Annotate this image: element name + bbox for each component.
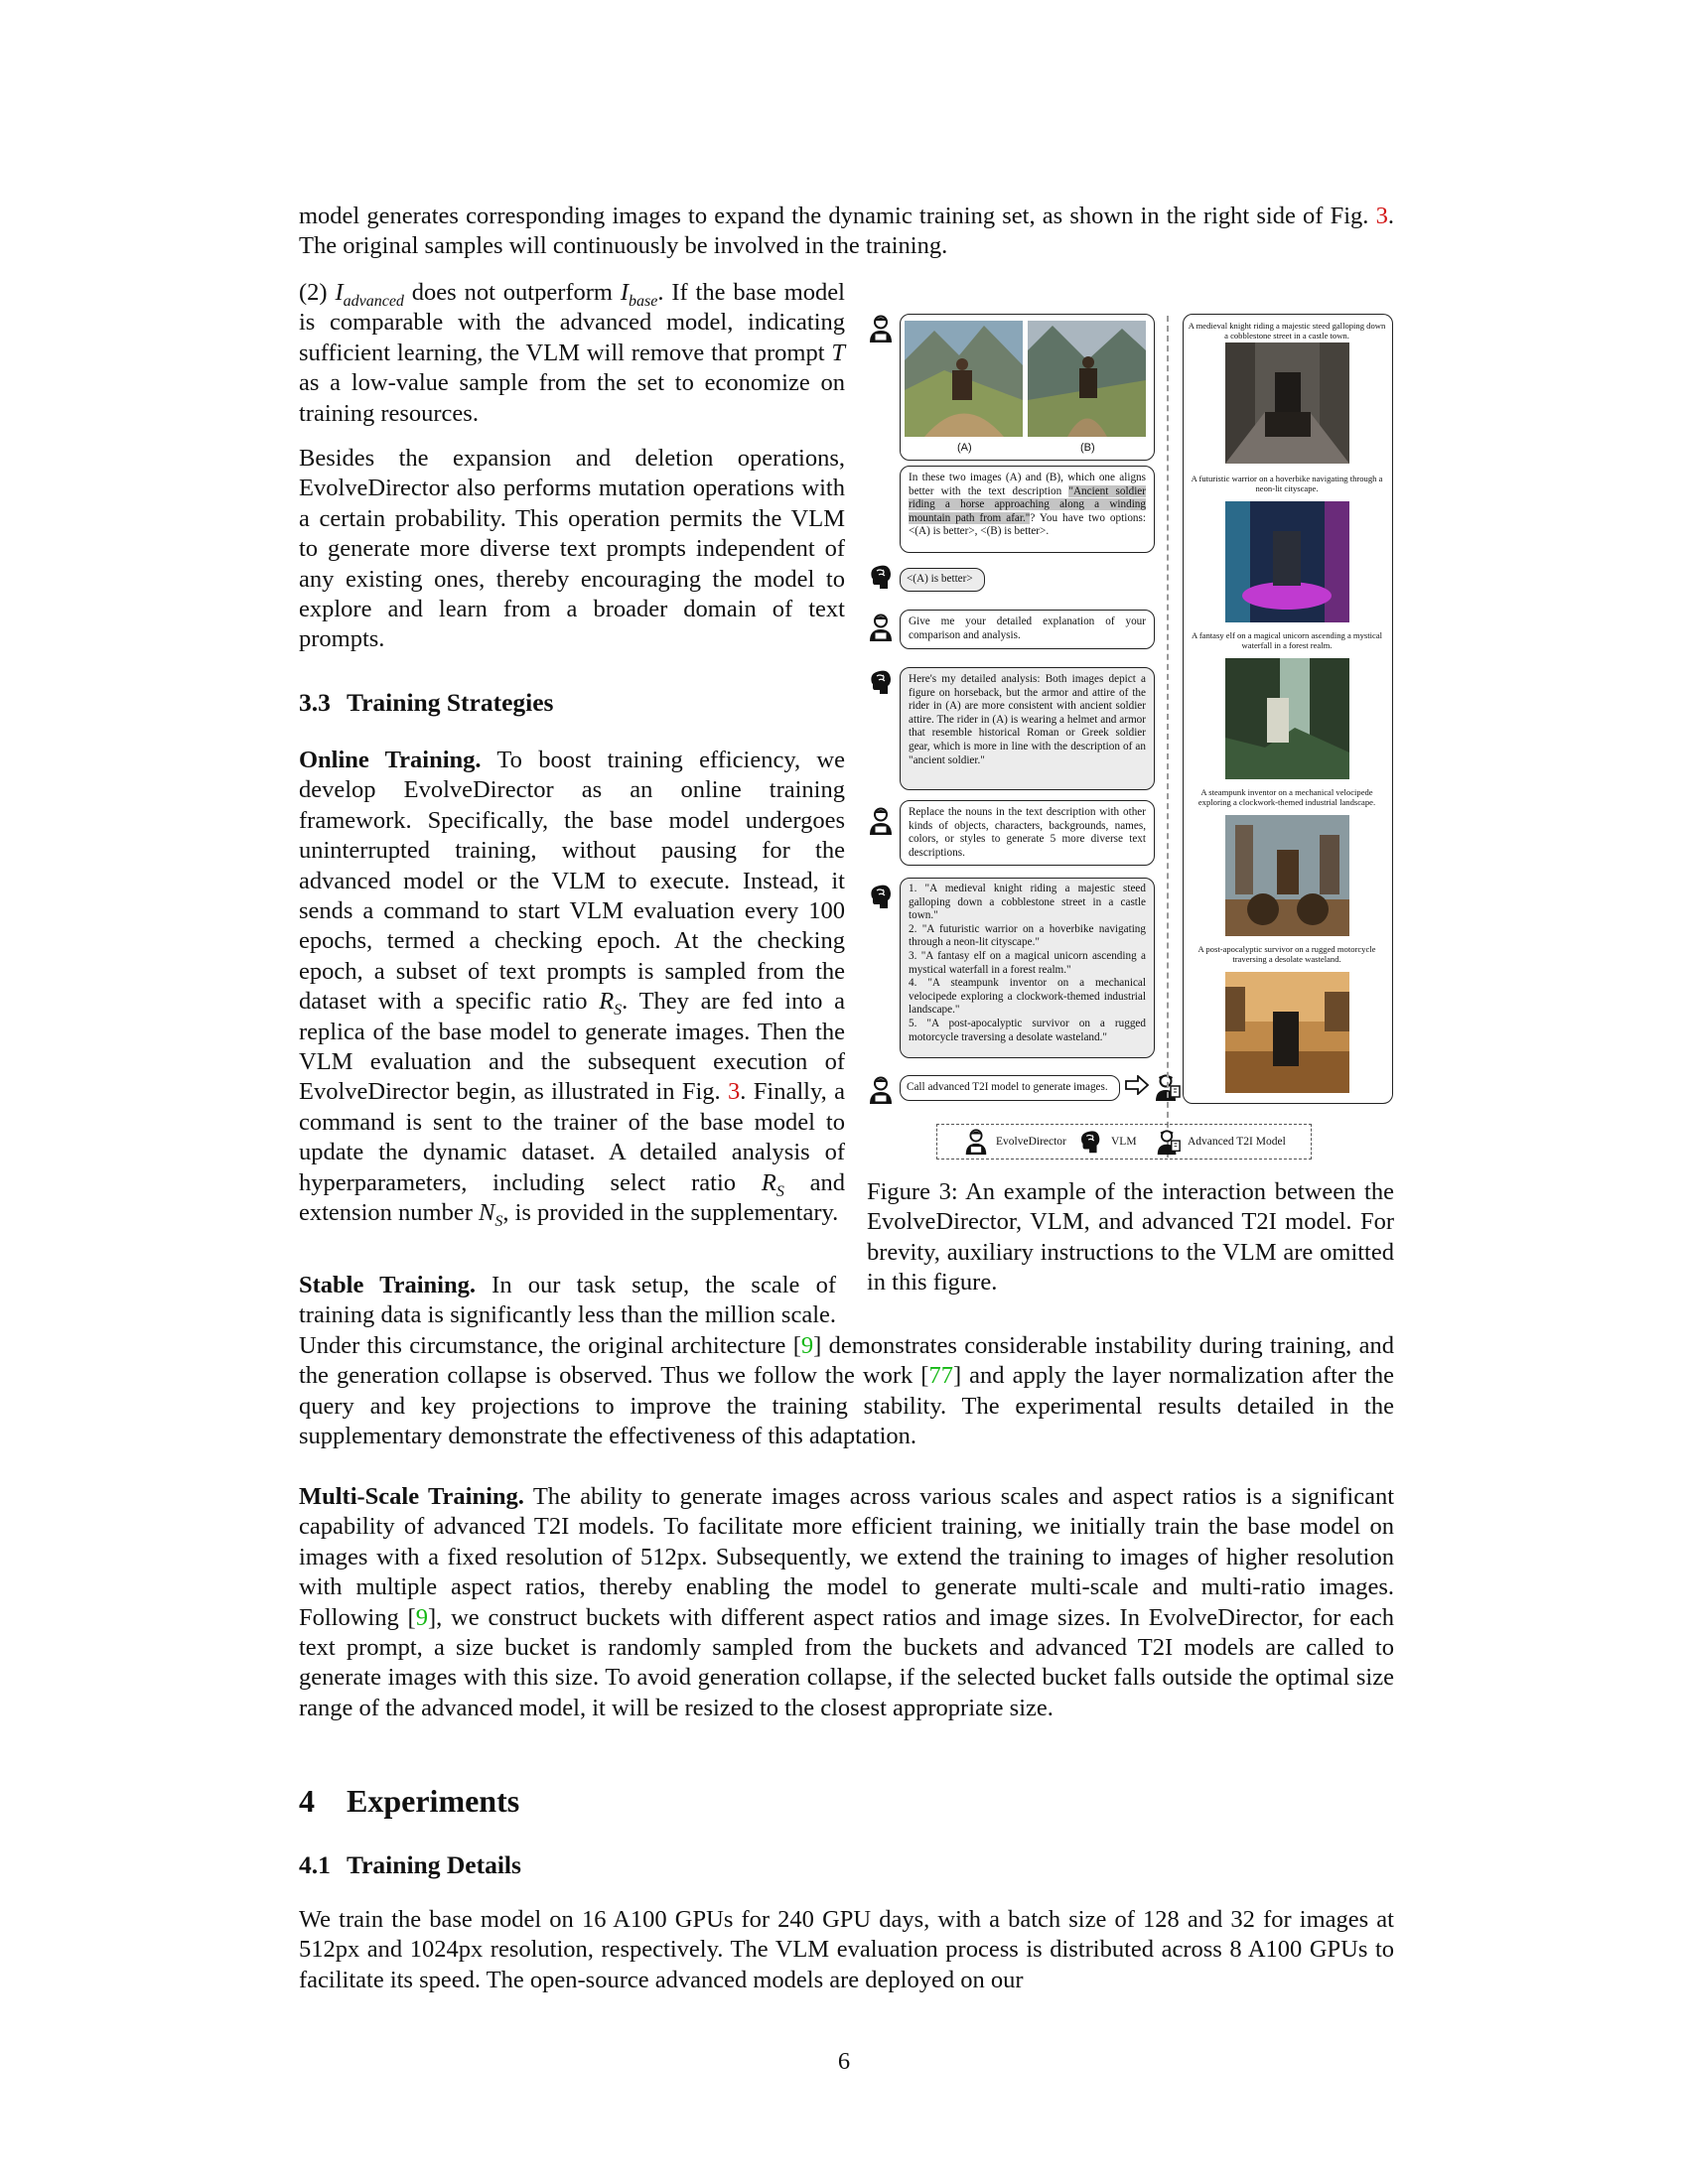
citation-reference[interactable]: 9	[415, 1603, 428, 1631]
generated-images-panel	[1183, 314, 1393, 1104]
stable-training-paragraph: Stable Training. In our task setup, the scale of training data is significantly less than the million scale. Under this circumstance, the original architecture [9] demonstrates considerable instability during training, and the generation collapse is observed. Thus we follow the work [77] and apply the layer normalization after the query and key projections to improve the training stability. The experimental results detailed in the supplementary demonstrate the effectiveness of this adaptation.	[299, 1272, 1395, 1450]
vlm-brain-icon	[866, 667, 896, 697]
advanced-t2i-model-icon	[1154, 1128, 1182, 1156]
answer-3-bubble	[900, 878, 1155, 1058]
vlm-brain-icon	[866, 562, 896, 592]
multi-scale-training-paragraph: Multi-Scale Training. The ability to generate images across various scales and aspect ratios is a significant capability of advanced T2I models. To facilitate more efficient training, we initially train the base model on images with a fixed resolution of 512px. Subsequently, we extend the training to images of higher resolution with multiple aspect ratios, thereby enabling the model to generate multi-scale and multi-ratio images. Following [9], we construct buckets with different aspect ratios and image sizes. In EvolveDirector, for each text prompt, a size bucket is randomly sampled from the buckets and advanced T2I models are called to generate images with this size. To avoid generation collapse, if the selected bucket falls outside the optimal size range of the advanced model, it will be resized to the closest appropriate size.	[299, 1483, 1395, 1721]
evolvedirector-icon	[962, 1128, 990, 1156]
generated-caption-2: A futuristic warrior on a hoverbike navigating through a neon-lit cityscape.	[1191, 474, 1383, 493]
question-3-bubble: Replace the nouns in the text description with other kinds of objects, characters, backgrounds, names, colors, or styles to generate 5 more diverse text descriptions.	[900, 800, 1155, 866]
section-4-1-heading: 4.1 Training Details	[299, 1850, 521, 1879]
generated-prompt-5: 5. "A post-apocalyptic survivor on a rugged motorcycle traversing a desolate wasteland."	[909, 1017, 1146, 1043]
training-details-paragraph: We train the base model on 16 A100 GPUs for 240 GPU days, with a batch size of 128 and 32 for images at 512px and 1024px resolution, respectively. The VLM evaluation process is distributed across 8 A100 GPUs to facilitate its speed. The open-source advanced models are deployed on our	[299, 1906, 1394, 1993]
figure-reference[interactable]: 3	[1375, 203, 1388, 229]
divider-line	[1167, 316, 1169, 1158]
image-a	[905, 321, 1023, 437]
right-arrow-icon	[1124, 1075, 1150, 1095]
citation-reference[interactable]: 77	[928, 1362, 953, 1390]
legend-evolvedirector: EvolveDirector	[996, 1136, 1066, 1148]
mutation-paragraph: Besides the expansion and deletion operations, EvolveDirector also performs mutation operations with a certain probability. This operation permits the VLM to generate more diverse text prompts independent of any existing ones, thereby encouraging the model to explore and learn from a broader domain of text prompts.	[299, 445, 845, 653]
case-2-paragraph: (2) $I_{advanced}$ does not outperform $I_{base}$. If the base model is comparable with the advanced model, indicating sufficient learning, the VLM will remove that prompt T as a low-value sample from the set to economize on training resources.	[299, 279, 845, 427]
section-4-heading: 4 Experiments	[299, 1783, 520, 1819]
generated-prompt-3: 3. "A fantasy elf on a magical unicorn ascending a mystical waterfall in a forest realm."	[909, 949, 1146, 976]
highlighted-prompt: "Ancient soldier riding a horse approaching along a winding mountain path from afar."	[909, 484, 1146, 524]
evolvedirector-icon	[866, 314, 896, 343]
online-training-paragraph: Online Training. To boost training efficiency, we develop EvolveDirector as an online training framework. Specifically, the base model undergoes uninterrupted training, without pausing for the advanced model or the VLM to execute. Instead, it sends a command to start VLM evaluation every 100 epochs, termed a checking epoch. At the checking epoch, a subset of text prompts is sampled from the dataset with a specific ratio $R_S$. They are fed into a replica of the base model to generate images. Then the VLM evaluation and the subsequent execution of EvolveDirector begin, as illustrated in Fig. 3. Finally, a command is sent to the trainer of the base model to update the dynamic dataset. A detailed analysis of hyperparameters, including select ratio $R_S$ and extension number $N_S$, is provided in the supplementary.	[299, 747, 846, 1230]
figure-reference[interactable]: 3	[728, 1078, 741, 1106]
evolvedirector-icon	[866, 613, 896, 642]
generated-caption-3: A fantasy elf on a magical unicorn ascending a mystical waterfall in a forest realm.	[1191, 630, 1383, 650]
generated-image-2	[1225, 501, 1349, 622]
answer-1-bubble: <(A) is better>	[900, 568, 985, 592]
figure-3	[864, 312, 1395, 1165]
generated-caption-4: A steampunk inventor on a mechanical velocipede exploring a clockwork-themed industrial landscape.	[1197, 787, 1376, 807]
generated-image-3	[1225, 658, 1349, 779]
generated-image-1	[1225, 342, 1349, 464]
figure-3-caption: Figure 3: An example of the interaction between the EvolveDirector, VLM, and advanced T2I model. For brevity, auxiliary instructions to the VLM are omitted in this figure.	[867, 1178, 1394, 1297]
citation-reference[interactable]: 9	[800, 1331, 814, 1359]
page-number: 6	[837, 2048, 851, 2075]
legend-t2i: Advanced T2I Model	[1188, 1136, 1286, 1148]
evolvedirector-icon	[866, 1075, 896, 1105]
image-a-label: (A)	[957, 442, 972, 454]
generated-caption-5: A post-apocalyptic survivor on a rugged motorcycle traversing a desolate wasteland.	[1197, 944, 1376, 964]
evolvedirector-icon	[866, 806, 896, 836]
generated-image-5	[1225, 972, 1349, 1093]
question-4-bubble: Call advanced T2I model to generate images.	[900, 1075, 1120, 1101]
generated-prompt-4: 4. "A steampunk inventor on a mechanical velocipede exploring a clockwork-themed industrial landscape."	[909, 977, 1146, 1017]
image-b	[1028, 321, 1146, 437]
answer-2-bubble: Here's my detailed analysis: Both images depict a figure on horseback, but the armor and attire of the rider in (A) are more consistent with ancient soldier attire. The rider in (A) is wearing a helmet and armor that resemble historical Roman or Greek soldier gear, which is more in line with the description of an "ancient soldier."	[900, 667, 1155, 790]
question-2-bubble: Give me your detailed explanation of your comparison and analysis.	[900, 610, 1155, 649]
legend-vlm: VLM	[1111, 1136, 1137, 1148]
generated-caption-1: A medieval knight riding a majestic steed galloping down a cobblestone street in a castle town.	[1188, 321, 1386, 341]
vlm-brain-icon	[1076, 1128, 1104, 1156]
image-b-label: (B)	[1080, 442, 1095, 454]
generated-image-4	[1225, 815, 1349, 936]
figure-legend	[936, 1124, 1312, 1160]
intro-paragraph: model generates corresponding images to expand the dynamic training set, as shown in the right side of Fig. 3. The original samples will continuously be involved in the training.	[299, 203, 1394, 260]
question-1-bubble: In these two images (A) and (B), which one aligns better with the text description "Ancient soldier riding a horse approaching along a winding mountain path from afar."? You have two options: <(A) is better>, <(B) is better>.	[900, 466, 1155, 553]
comparison-images-box	[900, 314, 1155, 461]
generated-prompt-1: 1. "A medieval knight riding a majestic steed galloping down a cobblestone street in a castle town."	[909, 883, 1146, 922]
section-3-3-heading: 3.3 Training Strategies	[299, 688, 554, 717]
generated-prompt-2: 2. "A futuristic warrior on a hoverbike navigating through a neon-lit cityscape."	[909, 922, 1146, 949]
vlm-brain-icon	[866, 882, 896, 911]
